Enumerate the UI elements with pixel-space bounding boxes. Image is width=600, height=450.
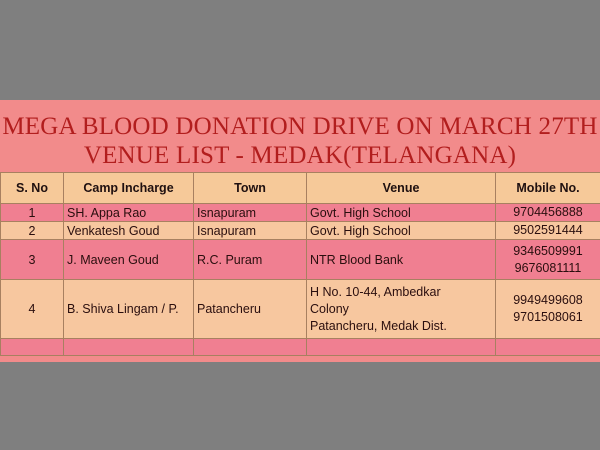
cell-incharge: Venkatesh Goud	[64, 222, 194, 240]
mobile-number: 9676081111	[514, 260, 582, 275]
cell-mobile: 9502591444	[496, 222, 600, 240]
cell-sno: 1	[1, 204, 64, 222]
header-town: Town	[194, 173, 307, 204]
mobile-number: 9701508061	[513, 310, 583, 324]
cell-empty	[194, 339, 307, 356]
cell-town: Patancheru	[194, 280, 307, 339]
table-row-empty	[1, 339, 600, 356]
cell-sno: 2	[1, 222, 64, 240]
cell-town: R.C. Puram	[194, 240, 307, 280]
cell-sno: 4	[1, 280, 64, 339]
cell-empty	[307, 339, 496, 356]
cell-incharge: B. Shiva Lingam / P.	[64, 280, 194, 339]
cell-incharge: SH. Appa Rao	[64, 204, 194, 222]
venue-line: H No. 10-44, Ambedkar	[310, 284, 441, 299]
cell-sno: 3	[1, 240, 64, 280]
header-camp-incharge: Camp Incharge	[64, 173, 194, 204]
header-sno: S. No	[1, 173, 64, 204]
page-title	[0, 112, 600, 170]
cell-town: Isnapuram	[194, 222, 307, 240]
cell-venue: NTR Blood Bank	[307, 240, 496, 280]
mobile-number: 9949499608	[513, 293, 583, 307]
cell-empty	[64, 339, 194, 356]
cell-empty	[1, 339, 64, 356]
cell-incharge: J. Maveen Goud	[64, 240, 194, 280]
venue-line: Colony	[310, 301, 349, 316]
table-header-row	[1, 173, 600, 204]
table-row	[1, 222, 600, 240]
table-row	[1, 240, 600, 280]
title-line-2: VENUE LIST - MEDAK(TELANGANA)	[83, 142, 517, 169]
cell-empty	[496, 339, 600, 356]
header-venue: Venue	[307, 173, 496, 204]
venue-table	[0, 172, 600, 356]
cell-mobile	[496, 280, 600, 339]
venue-line: Patancheru, Medak Dist.	[310, 318, 447, 333]
cell-town: Isnapuram	[194, 204, 307, 222]
cell-mobile	[496, 240, 600, 280]
title-line-1: MEGA BLOOD DONATION DRIVE ON MARCH 27TH	[2, 113, 598, 140]
cell-mobile: 9704456888	[496, 204, 600, 222]
cell-venue	[307, 280, 496, 339]
table-row	[1, 280, 600, 339]
header-mobile: Mobile No.	[496, 173, 600, 204]
table-row	[1, 204, 600, 222]
mobile-number: 9346509991	[513, 243, 583, 258]
cell-venue: Govt. High School	[307, 204, 496, 222]
cell-venue: Govt. High School	[307, 222, 496, 240]
